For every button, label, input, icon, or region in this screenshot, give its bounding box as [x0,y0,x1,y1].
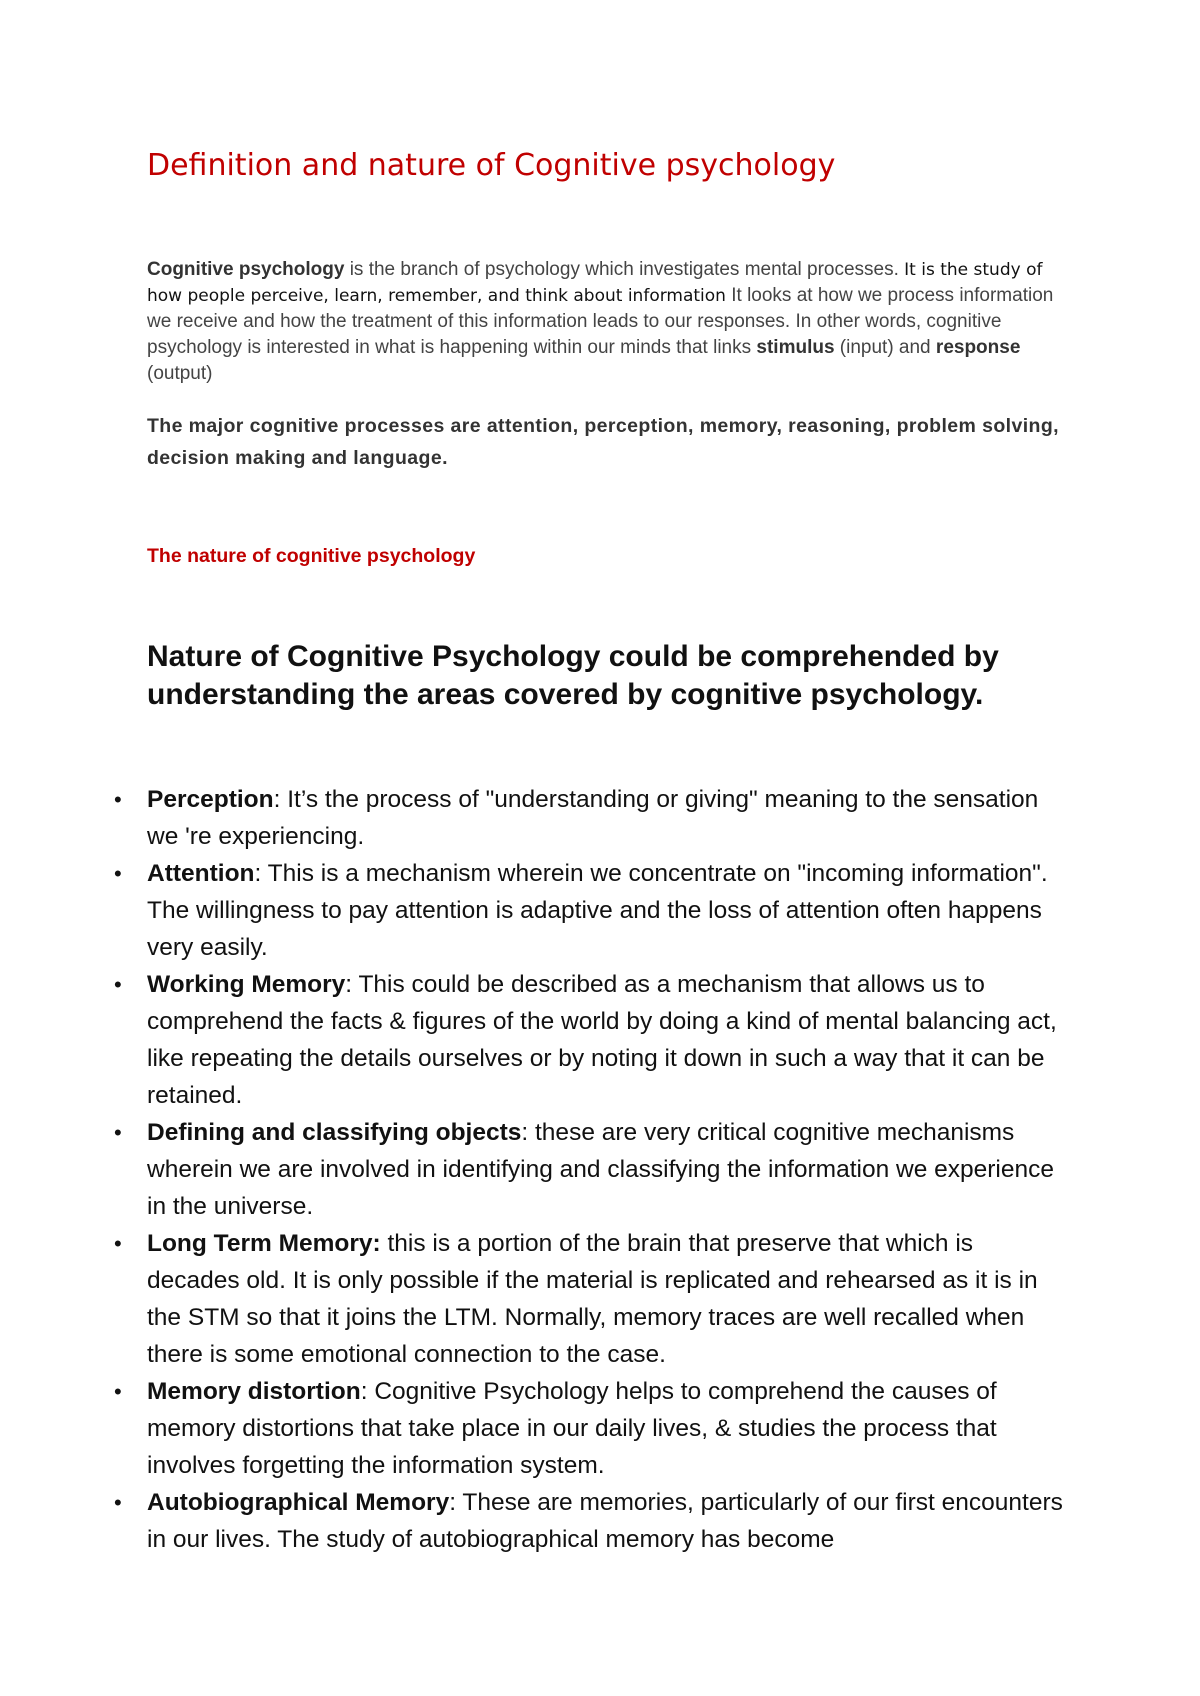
list-item-text: : Cognitive Psychology helps to comprehend the causes of memory distortions that take place in our daily lives, & studies the process that involves forgetting the information system. [147,1378,997,1479]
list-item-text: : This is a mechanism wherein we concentrate on "incoming information". The willingness to pay attention is adaptive and the loss of attention often happens very easily. [147,860,1048,961]
intro-definition: It is the study of how people perceive, learn, remember, and think about information [147,260,1043,306]
list-item-autobiographical-memory [114,1484,1067,1558]
list-item-working-memory [114,966,1067,1114]
list-item-term: Perception [147,786,274,813]
list-item-text: this is a portion of the brain that preserve that which is decades old. It is only possible if the material is replicated and rehearsed as it is in the STM so that it joins the LTM. Normally, memory traces are well recalled when there is some emotional connection to the case. [147,1230,1038,1368]
bullet-icon: • [114,972,122,997]
bullet-icon: • [114,861,122,886]
list-item-text: : This could be described as a mechanism that allows us to comprehend the facts & figures of the world by doing a kind of mental balancing act, like repeating the details ourselves or by noting it down in such a way that it can be retained. [147,971,1057,1109]
bullet-icon: • [114,1231,122,1256]
intro-text-2: It looks at how we process information we receive and how the treatment of this information leads to our responses. In other words, cognitive psychology is interested in what is happening within our minds that links [147,285,1054,358]
list-item-perception [114,781,1067,855]
list-item-text: : these are very critical cognitive mechanisms wherein we are involved in identifying and classifying the information we experience in the universe. [147,1119,1055,1220]
list-item-term: Working Memory [147,971,346,998]
bullet-icon: • [114,1379,122,1404]
list-item-text: : These are memories, particularly of our first encounters in our lives. The study of autobiographical memory has become [147,1489,1063,1553]
list-item-memory-distortion [114,1373,1067,1484]
intro-stimulus: stimulus [756,337,835,358]
intro-text-1: is the branch of psychology which investigates mental processes. [344,259,905,280]
list-item-long-term-memory [114,1225,1067,1373]
intro-term: Cognitive psychology [147,259,345,280]
list-item-term: Defining and classifying objects [147,1119,522,1146]
section-subheading: The nature of cognitive psychology [147,545,476,567]
bullet-icon: • [114,787,122,812]
intro-text-4: (output) [147,363,213,384]
areas-list [114,781,1067,1558]
bullet-icon: • [114,1490,122,1515]
intro-paragraph [147,257,1067,387]
intro-response: response [935,337,1021,358]
list-item-term: Autobiographical Memory [147,1489,450,1516]
page-title: Definition and nature of Cognitive psychology [147,148,836,183]
section-heading: Nature of Cognitive Psychology could be comprehended by understanding the areas covered by cognitive psychology. [147,640,999,711]
list-item-attention [114,855,1067,966]
major-processes-paragraph: The major cognitive processes are attention, perception, memory, reasoning, problem solving, decision making and language. [147,415,1059,469]
bullet-icon: • [114,1120,122,1145]
list-item-defining-classifying [114,1114,1067,1225]
list-item-term: Attention [147,860,255,887]
intro-text-3: (input) and [834,337,936,358]
list-item-term: Long Term Memory: [147,1230,381,1257]
list-item-term: Memory distortion [147,1378,361,1405]
list-item-text: : It’s the process of "understanding or giving" meaning to the sensation we 're experiencing. [147,786,1039,850]
